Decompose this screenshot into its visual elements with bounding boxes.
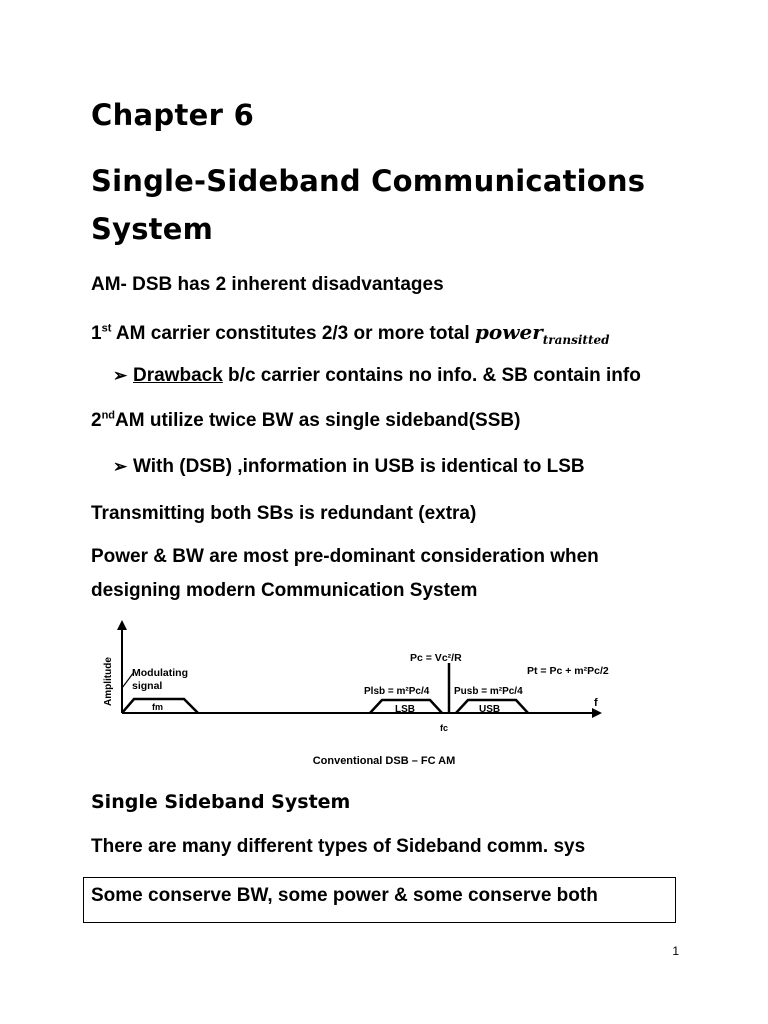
ordinal-suffix: st [101,322,112,335]
section-heading: Single Sideband System [91,791,351,813]
paragraph-text: AM utilize twice BW as single sideband(SSB) [115,410,521,431]
modulating-label-line-2: signal [132,680,163,692]
bullet-drawback [113,365,641,387]
paragraph-power-bw-line-2: designing modern Communication System [91,580,478,601]
dsb-fc-am-spectrum-figure [92,620,632,745]
bullet-text: b/c carrier contains no info. & SB contain info [222,365,641,386]
lsb-label: LSB [395,704,415,715]
bullet-text: With (DSB) ,information in USB is identical to LSB [133,456,585,477]
ordinal-number: 2 [91,410,102,431]
paragraph-am-dsb: AM- DSB has 2 inherent disadvantages [91,274,444,295]
title-line-2: System [91,212,214,246]
title-line-1: Single-Sideband Communications [91,164,646,198]
paragraph-second-disadvantage [91,410,520,432]
paragraph-redundant: Transmitting both SBs is redundant (extra) [91,503,477,524]
amplitude-axis-arrow-icon [117,620,127,630]
arrow-bullet-icon: ➢ [113,366,128,385]
paragraph-text: AM carrier constitutes 2/3 or more total [111,323,475,344]
paragraph-first-disadvantage [91,320,610,345]
carrier-power-label: Pc = Vc²/R [410,652,462,664]
figure-caption: Conventional DSB – FC AM [312,755,456,767]
math-subscript: transitted [542,332,610,347]
lsb-power-label: Plsb = m²Pc/4 [364,686,430,697]
ordinal-number: 1 [91,323,102,344]
frequency-axis-label: f [594,697,598,709]
usb-label: USB [479,704,501,715]
underlined-word: Drawback [133,365,223,386]
page-number: 1 [672,944,679,958]
ordinal-suffix: nd [101,409,116,422]
arrow-bullet-icon: ➢ [113,457,128,476]
chapter-heading: Chapter 6 [91,98,255,132]
highlight-box [83,877,676,923]
total-power-label: Pt = Pc + m²Pc/2 [527,665,609,677]
amplitude-axis-label: Amplitude [103,657,114,706]
bullet-dsb [113,456,585,478]
paragraph-sideband-types: There are many different types of Sideband comm. sys [91,836,586,857]
fm-label: fm [152,702,163,712]
highlight-box-text: Some conserve BW, some power & some conserve both [91,885,598,906]
frequency-axis-arrow-icon [592,708,602,718]
math-power: power [474,320,543,344]
usb-power-label: Pusb = m²Pc/4 [454,686,523,697]
modulating-label-line-1: Modulating [132,667,188,679]
carrier-frequency-label: fc [440,723,449,733]
paragraph-power-bw-line-1: Power & BW are most pre-dominant consideration when [91,546,599,567]
